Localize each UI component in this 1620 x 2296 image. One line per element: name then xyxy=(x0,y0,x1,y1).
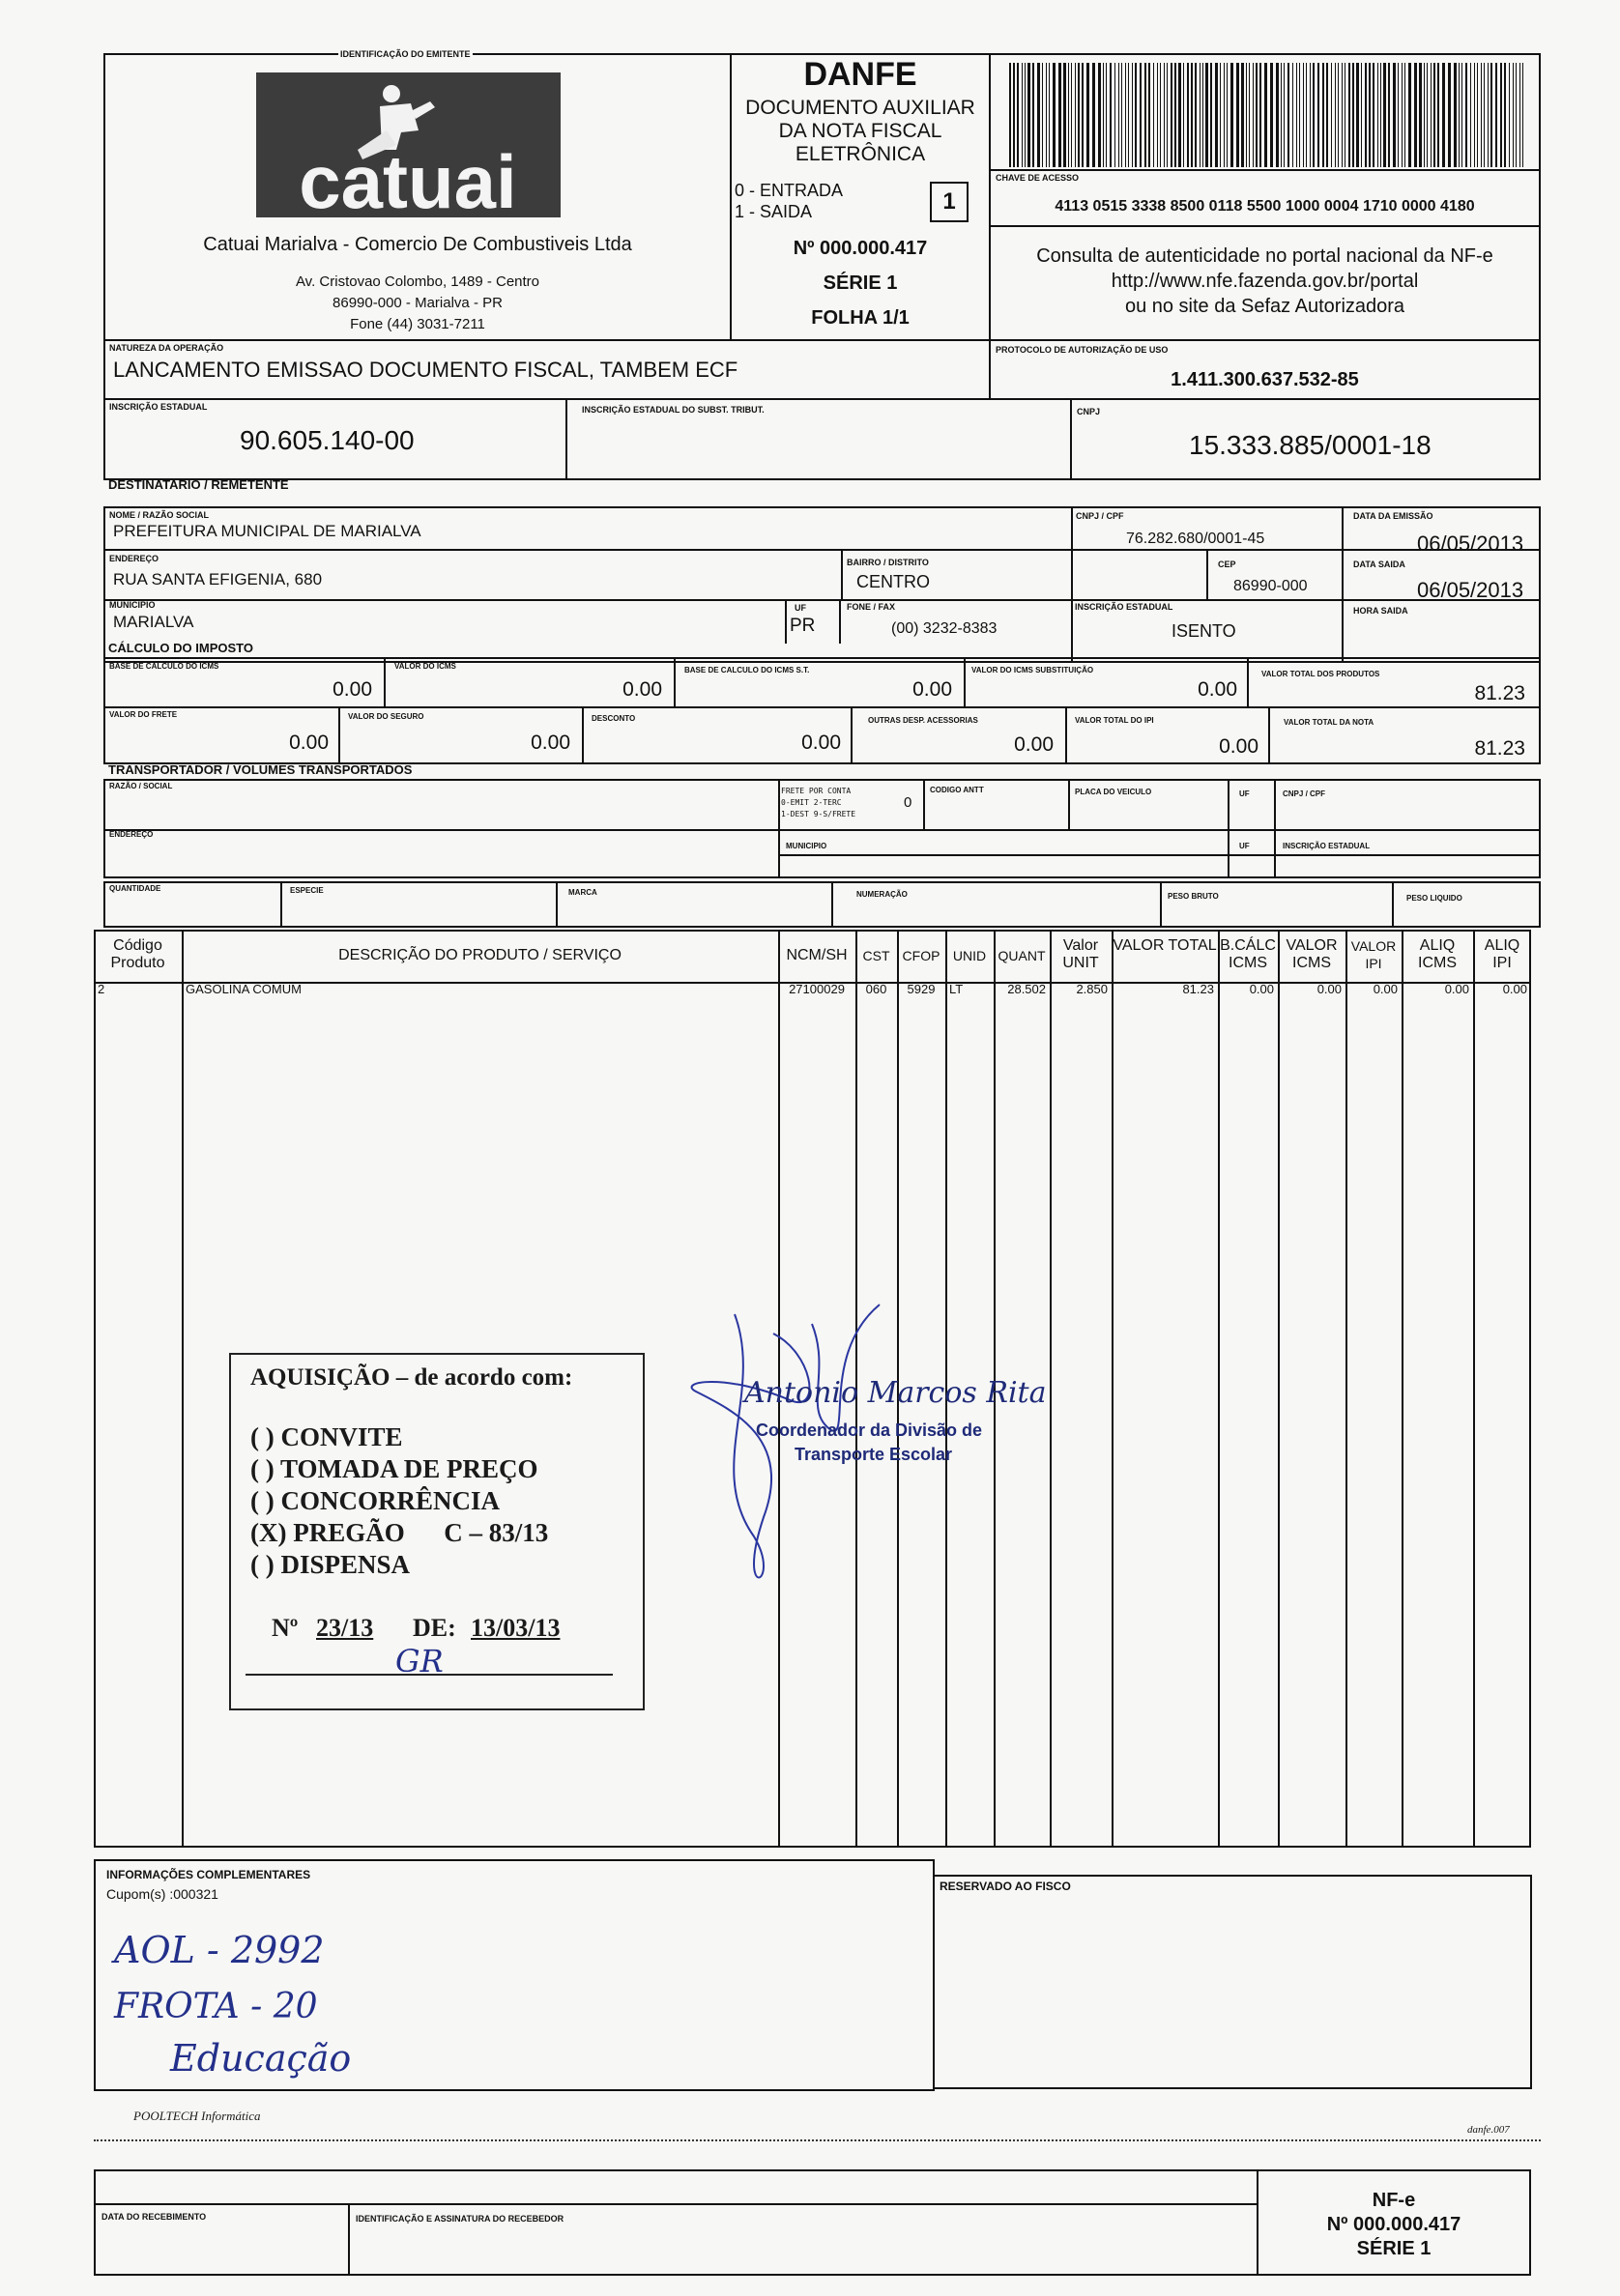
barcode-bar xyxy=(1427,63,1428,167)
stamp-data: 13/03/13 xyxy=(471,1614,561,1642)
danfe-subtitle-1: DOCUMENTO AUXILIAR xyxy=(745,97,975,119)
complementares-label: INFORMAÇÕES COMPLEMENTARES xyxy=(106,1868,311,1881)
barcode-bar xyxy=(1484,63,1485,167)
barcode-bar xyxy=(1017,63,1019,167)
barcode-bar xyxy=(1210,63,1212,167)
barcode-bar xyxy=(1178,63,1181,167)
dest-uf-value: PR xyxy=(790,616,816,636)
barcode-bar xyxy=(1098,63,1101,167)
barcode-bar xyxy=(1171,63,1172,167)
barcode-bar xyxy=(1284,63,1285,167)
header-aliq-icms: ALIQ ICMS xyxy=(1418,937,1457,971)
transp-endereco-label: ENDEREÇO xyxy=(109,830,154,839)
danfe-subtitle-2: DA NOTA FISCAL xyxy=(778,120,942,142)
ipi-value: 0.00 xyxy=(1219,735,1258,758)
barcode-bar xyxy=(1270,63,1273,167)
stamp-item-convite: ( ) CONVITE xyxy=(250,1422,403,1451)
company-logo xyxy=(256,72,561,217)
barcode-bar xyxy=(1205,63,1208,167)
dest-data-emissao-label: DATA DA EMISSÃO xyxy=(1353,511,1433,521)
barcode-bar xyxy=(1513,63,1514,167)
barcode-bar xyxy=(1424,63,1425,167)
software-credit: POOLTECH Informática xyxy=(133,2109,261,2123)
barcode-bar xyxy=(1313,63,1315,167)
stamp-item-tomada: ( ) TOMADA DE PREÇO xyxy=(250,1454,538,1483)
column-divider xyxy=(1278,930,1280,1848)
ie-label: INSCRIÇÃO ESTADUAL xyxy=(109,402,208,412)
barcode-bar xyxy=(1522,63,1523,167)
barcode-bar xyxy=(1125,63,1126,167)
emitente-fone: Fone (44) 3031-7211 xyxy=(350,316,485,332)
barcode-bar xyxy=(1306,63,1307,167)
barcode-bar xyxy=(1032,63,1034,167)
barcode-bar xyxy=(1164,63,1165,167)
barcode-bar xyxy=(1408,63,1411,167)
barcode-bar xyxy=(1303,63,1304,167)
dest-bairro-value: CENTRO xyxy=(856,572,930,591)
barcode-bar xyxy=(1144,63,1146,167)
barcode-bar xyxy=(1046,63,1047,167)
hand-note-frota: FROTA - 20 xyxy=(114,1987,318,2026)
cnpj-emit-label: CNPJ xyxy=(1077,407,1101,416)
barcode-bar xyxy=(1259,63,1261,167)
barcode-bar xyxy=(1022,63,1023,167)
protocolo-value: 1.411.300.637.532-85 xyxy=(1171,369,1359,390)
imposto-section-label: CÁLCULO DO IMPOSTO xyxy=(108,641,253,655)
danfe-serie: SÉRIE 1 xyxy=(823,273,898,294)
barcode-bar xyxy=(1404,63,1405,167)
barcode-bar xyxy=(1276,63,1279,167)
stamp-numero: 23/13 xyxy=(316,1614,374,1642)
barcode-bar xyxy=(1053,63,1056,167)
cell-codigo: 2 xyxy=(98,982,105,996)
barcode-bar xyxy=(1356,63,1359,167)
barcode-bar xyxy=(1187,63,1189,167)
barcode-bar xyxy=(1348,63,1350,167)
dest-cnpj-value: 76.282.680/0001-45 xyxy=(1126,531,1265,547)
chave-acesso-value[interactable]: 4113 0515 3338 8500 0118 5500 1000 0004 1710 0000 4180 xyxy=(1055,198,1475,215)
cell-valor-unit: 2.850 xyxy=(1076,982,1108,996)
outras-value: 0.00 xyxy=(1014,733,1054,756)
cell-unid: LT xyxy=(949,982,964,996)
barcode-bar xyxy=(1167,63,1168,167)
header-valor-total: VALOR TOTAL xyxy=(1113,937,1217,954)
barcode-bar xyxy=(1027,63,1030,167)
barcode-bar xyxy=(1287,63,1289,167)
barcode-bar xyxy=(1160,63,1161,167)
barcode-bar xyxy=(1442,63,1445,167)
barcode-bar xyxy=(1342,63,1343,167)
dest-fone-value: (00) 3232-8383 xyxy=(891,620,998,637)
stamp-rubrica: GR xyxy=(395,1643,444,1679)
danfe-numero: Nº 000.000.417 xyxy=(793,238,928,259)
stamp-item-dispensa: ( ) DISPENSA xyxy=(250,1550,411,1579)
column-divider xyxy=(1345,930,1347,1848)
natureza-label: NATUREZA DA OPERAÇÃO xyxy=(109,343,224,353)
barcode-bar xyxy=(1071,63,1072,167)
especie-label: ESPECIE xyxy=(290,886,324,895)
natureza-value: LANCAMENTO EMISSAO DOCUMENTO FISCAL, TAMBEM ECF xyxy=(113,358,738,382)
barcode-bar xyxy=(1148,63,1150,167)
transp-frete-value: 0 xyxy=(904,794,912,811)
column-divider xyxy=(1473,930,1475,1848)
header-descricao: DESCRIÇÃO DO PRODUTO / SERVIÇO xyxy=(338,947,622,963)
total-produtos-value: 81.23 xyxy=(1474,682,1525,704)
transp-ie-label: INSCRIÇÃO ESTADUAL xyxy=(1283,842,1371,850)
barcode-bar xyxy=(1114,63,1115,167)
valor-icms-label: VALOR DO ICMS xyxy=(394,662,456,671)
quantidade-label: QUANTIDADE xyxy=(109,884,161,893)
barcode-bar xyxy=(1086,63,1089,167)
frete-value: 0.00 xyxy=(289,732,329,754)
barcode-bar xyxy=(1317,63,1319,167)
consulta-line-1: Consulta de autenticidade no portal nacional da NF-e xyxy=(1036,245,1493,267)
dest-ie-value: ISENTO xyxy=(1172,621,1236,641)
dest-data-saida-label: DATA SAIDA xyxy=(1353,560,1405,569)
dest-cnpj-label: CNPJ / CPF xyxy=(1076,511,1124,521)
header-valor-icms: VALOR ICMS xyxy=(1286,937,1338,971)
barcode-bar xyxy=(1454,63,1457,167)
valor-st-value: 0.00 xyxy=(1198,678,1237,701)
transp-frete-line-1: FRETE POR CONTA xyxy=(781,787,852,795)
barcode-bar xyxy=(1500,63,1502,167)
cell-bcalc-icms: 0.00 xyxy=(1249,982,1274,996)
barcode-bar xyxy=(1504,63,1506,167)
base-icms-value: 0.00 xyxy=(333,678,372,701)
barcode-bar xyxy=(1369,63,1371,167)
barcode-bar xyxy=(1264,63,1267,167)
barcode-bar xyxy=(1215,63,1218,167)
seguro-label: VALOR DO SEGURO xyxy=(348,712,424,721)
carimbo-cargo-2: Transporte Escolar xyxy=(795,1445,953,1464)
base-st-value: 0.00 xyxy=(912,678,952,701)
footer-nfe: NF-e xyxy=(1372,2190,1416,2211)
barcode-bar xyxy=(1388,63,1390,167)
transp-uf-label: UF xyxy=(1239,789,1250,798)
header-bcalc-icms: B.CÁLC ICMS xyxy=(1220,937,1276,971)
marca-label: MARCA xyxy=(568,888,597,897)
column-divider xyxy=(1402,930,1403,1848)
transp-placa-label: PLACA DO VEICULO xyxy=(1075,788,1152,796)
aquisicao-stamp xyxy=(229,1353,645,1710)
barcode-bar xyxy=(1110,63,1112,167)
barcode-bar xyxy=(1241,63,1244,167)
barcode-bar xyxy=(1236,63,1239,167)
barcode-bar xyxy=(1078,63,1080,167)
barcode-bar xyxy=(1331,63,1332,167)
barcode-bar xyxy=(1402,63,1403,167)
barcode-bar xyxy=(1361,63,1362,167)
svg-text:catuai: catuai xyxy=(299,139,517,217)
cell-valor-ipi: 0.00 xyxy=(1373,982,1398,996)
transp-frete-line-2: 0-EMIT 2-TERC xyxy=(781,798,842,807)
barcode-bar xyxy=(1474,63,1475,167)
fisco-box xyxy=(933,1875,1532,2089)
barcode-bar xyxy=(1230,63,1233,167)
transp-antt-label: CODIGO ANTT xyxy=(930,786,984,794)
barcode-bar xyxy=(1490,63,1492,167)
transp-razao-label: RAZÃO / SOCIAL xyxy=(109,782,173,790)
seguro-value: 0.00 xyxy=(531,732,570,754)
barcode-bar xyxy=(1183,63,1184,167)
stamp-item-pregao: (X) PREGÃO C – 83/13 xyxy=(250,1518,549,1547)
barcode-bar xyxy=(1224,63,1225,167)
barcode-bar xyxy=(1256,63,1258,167)
barcode-bar xyxy=(1202,63,1203,167)
stamp-numero-prefix: Nº xyxy=(272,1614,299,1642)
barcode-bar xyxy=(1132,63,1133,167)
barcode-bar xyxy=(1128,63,1129,167)
transp-frete-line-3: 1-DEST 9-S/FRETE xyxy=(781,810,856,818)
peso-bruto-label: PESO BRUTO xyxy=(1168,892,1219,901)
dest-bairro-label: BAIRRO / DISTRITO xyxy=(847,558,929,567)
barcode-bar xyxy=(1448,63,1451,167)
danfe-tipo-box: 1 xyxy=(930,182,969,222)
danfe-subtitle-3: ELETRÔNICA xyxy=(795,143,926,165)
hand-note-aol: AOL - 2992 xyxy=(114,1929,325,1971)
header-aliq-ipi: ALIQ IPI xyxy=(1484,937,1520,971)
dest-endereco-value: RUA SANTA EFIGENIA, 680 xyxy=(113,570,323,588)
barcode-bar xyxy=(1365,63,1367,167)
barcode-bar xyxy=(1335,63,1336,167)
base-st-label: BASE DE CALCULO DO ICMS S.T. xyxy=(684,666,810,674)
emitente-razao-social: Catuai Marialva - Comercio De Combustiveis Ltda xyxy=(203,234,632,255)
barcode-bar xyxy=(1322,63,1324,167)
barcode-bar xyxy=(1519,63,1520,167)
transportador-section-label: TRANSPORTADOR / VOLUMES TRANSPORTADOS xyxy=(108,762,413,777)
barcode-bar xyxy=(1253,63,1254,167)
barcode-bar xyxy=(1042,63,1043,167)
carimbo-cargo-1: Coordenador da Divisão de xyxy=(756,1421,983,1440)
column-divider xyxy=(182,930,184,1848)
stamp-item-concorrencia: ( ) CONCORRÊNCIA xyxy=(250,1486,500,1515)
transp-uf2-label: UF xyxy=(1239,842,1250,850)
barcode-bar xyxy=(1075,63,1076,167)
barcode-bar xyxy=(1373,63,1374,167)
valor-icms-value: 0.00 xyxy=(622,678,662,701)
danfe-saida: 1 - SAIDA xyxy=(735,202,813,221)
cell-ncm: 27100029 xyxy=(789,982,845,996)
valor-st-label: VALOR DO ICMS SUBSTITUIÇÃO xyxy=(971,666,1094,674)
hand-note-educacao: Educação xyxy=(170,2037,352,2080)
barcode-bar xyxy=(1488,63,1489,167)
cell-quant: 28.502 xyxy=(1007,982,1046,996)
barcode-bar xyxy=(1246,63,1247,167)
consulta-line-2[interactable]: http://www.nfe.fazenda.gov.br/portal xyxy=(1111,271,1419,292)
total-nota-value: 81.23 xyxy=(1474,737,1525,760)
barcode-bar xyxy=(1296,63,1297,167)
dest-hora-label: HORA SAIDA xyxy=(1353,606,1408,616)
carimbo-nome: Antonio Marcos Rita xyxy=(744,1376,1047,1410)
barcode-bar xyxy=(1393,63,1396,167)
peso-liquido-label: PESO LIQUIDO xyxy=(1406,894,1462,903)
destinatario-section-label: DESTINATARIO / REMETENTE xyxy=(108,477,289,492)
barcode-bar xyxy=(1310,63,1311,167)
dest-uf-label: UF xyxy=(795,603,806,613)
complementares-cupom: Cupom(s) :000321 xyxy=(106,1886,218,1902)
transp-municipio-label: MUNICIPIO xyxy=(786,842,827,850)
barcode-bar xyxy=(1200,63,1201,167)
barcode-bar xyxy=(1140,63,1142,167)
footer-serie: SÉRIE 1 xyxy=(1356,2238,1432,2259)
ipi-label: VALOR TOTAL DO IPI xyxy=(1075,716,1154,725)
cell-descricao: GASOLINA COMUM xyxy=(186,982,302,996)
column-divider xyxy=(1050,930,1052,1848)
logo-figure-icon xyxy=(256,72,561,217)
barcode-bar xyxy=(1220,63,1221,167)
outras-label: OUTRAS DESP. ACESSORIAS xyxy=(868,716,978,725)
barcode-bar xyxy=(1477,63,1478,167)
barcode-bar xyxy=(1174,63,1176,167)
barcode-bar xyxy=(1419,63,1422,167)
dest-endereco-label: ENDEREÇO xyxy=(109,554,159,563)
header-ncm: NCM/SH xyxy=(786,947,848,963)
ie-value: 90.605.140-00 xyxy=(240,425,415,455)
cell-aliq-icms: 0.00 xyxy=(1444,982,1469,996)
barcode-bar xyxy=(1495,63,1497,167)
header-valor-unit: Valor UNIT xyxy=(1062,937,1099,971)
column-divider xyxy=(1112,930,1114,1848)
barcode-bar xyxy=(1414,63,1417,167)
assinatura-label: IDENTIFICAÇÃO E ASSINATURA DO RECEBEDOR xyxy=(356,2214,564,2224)
barcode-bar xyxy=(1437,63,1439,167)
barcode-bar xyxy=(1292,63,1293,167)
header-cfop: CFOP xyxy=(902,948,940,963)
barcode-bar xyxy=(1118,63,1119,167)
barcode-bar xyxy=(1103,63,1104,167)
protocolo-label: PROTOCOLO DE AUTORIZAÇÃO DE USO xyxy=(996,345,1169,355)
cell-aliq-ipi: 0.00 xyxy=(1502,982,1527,996)
barcode-bar xyxy=(1082,63,1084,167)
total-produtos-label: VALOR TOTAL DOS PRODUTOS xyxy=(1261,670,1380,678)
danfe-entrada: 0 - ENTRADA xyxy=(735,181,844,200)
danfe-ref: danfe.007 xyxy=(1467,2124,1510,2136)
desconto-value: 0.00 xyxy=(801,732,841,754)
dest-cep-value: 86990-000 xyxy=(1233,578,1308,594)
barcode-bar xyxy=(1135,63,1137,167)
barcode xyxy=(1005,63,1527,167)
header-cst: CST xyxy=(862,948,890,963)
barcode-bar xyxy=(1326,63,1328,167)
header-quant: QUANT xyxy=(998,948,1046,963)
barcode-bar xyxy=(1058,63,1061,167)
barcode-bar xyxy=(1509,63,1510,167)
data-recebimento-label: DATA DO RECEBIMENTO xyxy=(101,2212,207,2222)
dest-data-saida-value: 06/05/2013 xyxy=(1417,578,1524,602)
emitente-section-label: IDENTIFICAÇÃO DO EMITENTE xyxy=(340,49,471,59)
numeracao-label: NUMERAÇÃO xyxy=(856,890,908,899)
barcode-bar xyxy=(1121,63,1122,167)
cell-cfop: 5929 xyxy=(907,982,936,996)
consulta-line-3: ou no site da Sefaz Autorizadora xyxy=(1124,296,1405,317)
cut-line xyxy=(94,2139,1541,2141)
dest-data-emissao-value: 06/05/2013 xyxy=(1417,531,1524,556)
header-valor-ipi: VALOR IPI xyxy=(1350,938,1397,971)
stamp-title: AQUISIÇÃO – de acordo com: xyxy=(250,1364,573,1391)
barcode-bar xyxy=(1459,63,1460,167)
barcode-bar xyxy=(1009,63,1011,167)
emitente-cidade: 86990-000 - Marialva - PR xyxy=(333,295,503,311)
header-codigo: Código Produto xyxy=(110,937,165,971)
barcode-bar xyxy=(1433,63,1435,167)
barcode-bar xyxy=(1481,63,1482,167)
barcode-bar xyxy=(1157,63,1158,167)
column-divider xyxy=(1218,930,1220,1848)
barcode-bar xyxy=(1383,63,1386,167)
dest-cep-label: CEP xyxy=(1218,560,1236,569)
barcode-bar xyxy=(1398,63,1399,167)
chave-label: CHAVE DE ACESSO xyxy=(996,173,1080,183)
dest-nome-value: PREFEITURA MUNICIPAL DE MARIALVA xyxy=(113,522,421,540)
barcode-bar xyxy=(1470,63,1471,167)
barcode-bar xyxy=(1195,63,1197,167)
barcode-bar xyxy=(1299,63,1300,167)
barcode-bar xyxy=(1465,63,1467,167)
barcode-bar xyxy=(1249,63,1250,167)
barcode-bar xyxy=(1106,63,1107,167)
stamp-de-prefix: DE: xyxy=(413,1614,456,1642)
barcode-bar xyxy=(1461,63,1462,167)
barcode-bar xyxy=(1063,63,1066,167)
desconto-label: DESCONTO xyxy=(592,714,636,723)
transp-cnpj-label: CNPJ / CPF xyxy=(1283,789,1326,798)
footer-numero: Nº 000.000.417 xyxy=(1326,2214,1461,2235)
barcode-bar xyxy=(1516,63,1517,167)
base-icms-label: BASE DE CALCULO DO ICMS xyxy=(109,662,219,671)
barcode-bar xyxy=(1013,63,1015,167)
danfe-title: DANFE xyxy=(803,56,917,93)
barcode-bar xyxy=(1281,63,1282,167)
barcode-bar xyxy=(1025,63,1026,167)
barcode-bar xyxy=(1153,63,1154,167)
barcode-bar xyxy=(1338,63,1339,167)
cell-valor-total: 81.23 xyxy=(1182,982,1214,996)
dest-nome-label: NOME / RAZÃO SOCIAL xyxy=(109,510,209,520)
barcode-bar xyxy=(1191,63,1193,167)
cnpj-emit-value: 15.333.885/0001-18 xyxy=(1189,430,1432,460)
barcode-bar xyxy=(1227,63,1228,167)
header-unid: UNID xyxy=(952,948,987,963)
barcode-bar xyxy=(1352,63,1354,167)
frete-label: VALOR DO FRETE xyxy=(109,710,178,719)
barcode-bar xyxy=(1049,63,1050,167)
cell-valor-icms: 0.00 xyxy=(1316,982,1342,996)
barcode-bar xyxy=(1092,63,1095,167)
fisco-label: RESERVADO AO FISCO xyxy=(940,1880,1071,1893)
barcode-graphic xyxy=(1005,63,1527,167)
dest-ie-label: INSCRIÇÃO ESTADUAL xyxy=(1075,602,1173,612)
barcode-bar xyxy=(1380,63,1381,167)
emitente-endereco: Av. Cristovao Colombo, 1489 - Centro xyxy=(295,273,540,290)
barcode-bar xyxy=(1037,63,1040,167)
cell-cst: 060 xyxy=(865,982,887,996)
dest-municipio-label: MUNICIPIO xyxy=(109,600,156,610)
barcode-bar xyxy=(1377,63,1378,167)
ie-st-label: INSCRIÇÃO ESTADUAL DO SUBST. TRIBUT. xyxy=(582,405,765,415)
dest-municipio-value: MARIALVA xyxy=(113,613,194,631)
barcode-bar xyxy=(1068,63,1069,167)
dest-fone-label: FONE / FAX xyxy=(847,602,896,612)
barcode-bar xyxy=(1431,63,1432,167)
danfe-folha: FOLHA 1/1 xyxy=(811,307,910,329)
total-nota-label: VALOR TOTAL DA NOTA xyxy=(1284,718,1374,727)
